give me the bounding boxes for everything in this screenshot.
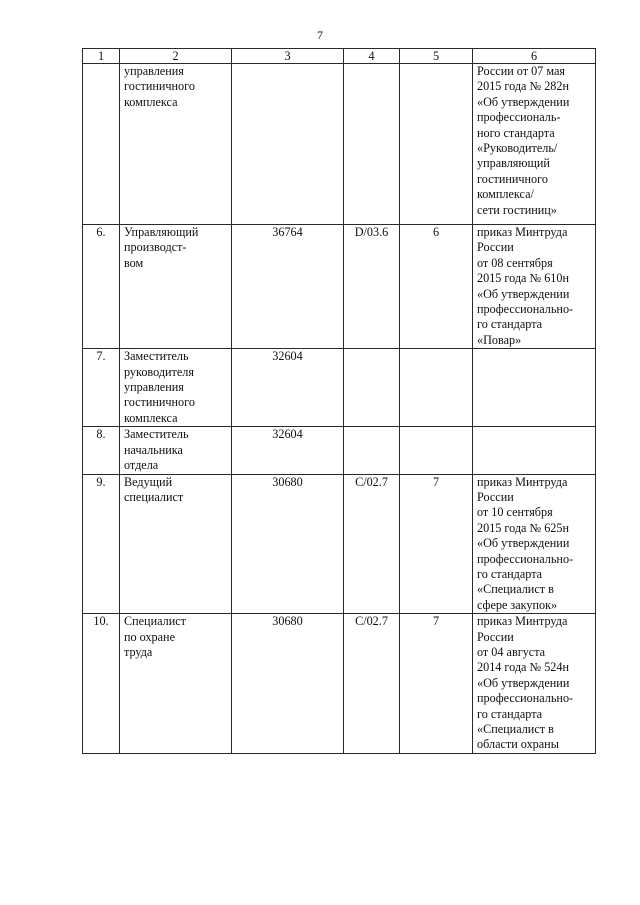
code-cell: 32604 — [232, 349, 344, 427]
qualification-level-cell — [400, 349, 473, 427]
document-cell-line: 2014 года № 524н — [477, 660, 569, 675]
profession-cell — [120, 64, 232, 225]
document-cell-line: «Об утверждении — [477, 286, 570, 301]
profession-cell-line: отдела — [124, 458, 159, 473]
profession-cell-line: Ведущий — [124, 474, 173, 489]
document-cell-line: от 08 сентября — [477, 255, 553, 270]
table-row — [83, 225, 596, 349]
profession-cell-line: комплекса — [124, 410, 178, 425]
profession-cell-line: Заместитель — [124, 427, 189, 442]
positions-table — [82, 48, 596, 754]
document-cell-line: России от 07 мая — [477, 64, 565, 78]
column-number: 3 — [232, 49, 344, 64]
profession-cell-line: Управляющий — [124, 225, 199, 239]
code-cell: 30680 — [232, 614, 344, 754]
profession-cell — [120, 225, 232, 349]
table-row — [83, 614, 596, 754]
code-cell — [232, 64, 344, 225]
table-row — [83, 427, 596, 474]
profession-cell-line: управления — [124, 380, 184, 395]
document-cell-line: России — [477, 629, 514, 644]
table-row — [83, 64, 596, 225]
document-cell-line: приказ Минтруда — [477, 474, 568, 489]
document-cell-line: «Специалист в — [477, 722, 554, 736]
profession-cell — [120, 614, 232, 754]
document-cell-line: 2015 года № 282н — [477, 79, 569, 94]
page-number: 7 — [317, 28, 323, 42]
document-cell — [473, 614, 596, 754]
profession-cell-line: гостиничного — [124, 79, 195, 94]
document-cell-line: России — [477, 240, 514, 255]
row-number-cell: 6. — [83, 225, 120, 349]
document-cell-line: области охраны — [477, 737, 559, 752]
document-cell-line: 2015 года № 610н — [477, 271, 569, 286]
profession-cell-line: управления — [124, 64, 184, 78]
function-code-cell — [344, 64, 400, 225]
document-cell-line: «Специалист в — [477, 582, 554, 597]
document-cell-line: сфере закупок» — [477, 597, 558, 612]
document-cell — [473, 225, 596, 349]
profession-cell-line: начальника — [124, 442, 183, 457]
profession-cell — [120, 349, 232, 427]
row-number-cell: 7. — [83, 349, 120, 427]
document-cell-line: «Об утверждении — [477, 536, 570, 551]
document-cell — [473, 349, 596, 427]
document-cell-line: России — [477, 489, 514, 504]
document-cell-line: го стандарта — [477, 706, 543, 721]
code-cell: 32604 — [232, 427, 344, 474]
qualification-level-cell: 7 — [400, 474, 473, 614]
code-cell: 36764 — [232, 225, 344, 349]
row-number-cell — [83, 64, 120, 225]
document-cell-line: управляющий — [477, 156, 550, 171]
profession-cell-line: комплекса — [124, 94, 178, 109]
document-cell — [473, 474, 596, 614]
column-number: 4 — [344, 49, 400, 64]
document-cell-line: профессиональ- — [477, 110, 561, 125]
qualification-level-cell: 7 — [400, 614, 473, 754]
document-cell — [473, 64, 596, 225]
profession-cell — [120, 474, 232, 614]
column-number-row — [83, 49, 596, 64]
row-number-cell: 8. — [83, 427, 120, 474]
function-code-cell: С/02.7 — [344, 474, 400, 614]
row-number-cell: 10. — [83, 614, 120, 754]
document-cell-line: профессионально- — [477, 691, 574, 706]
document-cell-line: профессионально- — [477, 551, 574, 566]
table-row — [83, 349, 596, 427]
document-cell-line: сети гостиниц» — [477, 202, 557, 217]
row-number-cell: 9. — [83, 474, 120, 614]
profession-cell-line: специалист — [124, 489, 184, 504]
function-code-cell — [344, 427, 400, 474]
profession-cell-line: вом — [124, 255, 144, 270]
column-number: 5 — [400, 49, 473, 64]
qualification-level-cell — [400, 64, 473, 225]
document-cell-line: от 10 сентября — [477, 505, 553, 520]
qualification-level-cell — [400, 427, 473, 474]
document-cell-line: гостиничного — [477, 171, 548, 186]
profession-cell-line: руководителя — [124, 364, 194, 379]
function-code-cell: D/03.6 — [344, 225, 400, 349]
profession-cell-line: производст- — [124, 240, 187, 255]
document-cell-line: профессионально- — [477, 302, 574, 317]
column-number: 6 — [473, 49, 596, 64]
document-cell-line: комплекса/ — [477, 187, 534, 202]
document-cell-line: «Руководитель/ — [477, 141, 558, 156]
document-cell-line: «Об утверждении — [477, 94, 570, 109]
document-cell-line: «Повар» — [477, 332, 522, 347]
document-cell-line: го стандарта — [477, 317, 543, 332]
profession-cell-line: Специалист — [124, 614, 186, 629]
document-cell-line: приказ Минтруда — [477, 225, 568, 239]
document-cell-line: 2015 года № 625н — [477, 520, 569, 535]
qualification-level-cell: 6 — [400, 225, 473, 349]
profession-cell-line: труда — [124, 644, 153, 659]
column-number: 1 — [83, 49, 120, 64]
profession-cell-line: Заместитель — [124, 349, 189, 364]
document-cell-line: ного стандарта — [477, 125, 555, 140]
profession-cell-line: гостиничного — [124, 395, 195, 410]
function-code-cell: С/02.7 — [344, 614, 400, 754]
function-code-cell — [344, 349, 400, 427]
column-number: 2 — [120, 49, 232, 64]
document-cell-line: «Об утверждении — [477, 675, 570, 690]
profession-cell — [120, 427, 232, 474]
code-cell: 30680 — [232, 474, 344, 614]
document-cell-line: от 04 августа — [477, 644, 546, 659]
table-row — [83, 474, 596, 614]
document-cell — [473, 427, 596, 474]
profession-cell-line: по охране — [124, 629, 175, 644]
document-cell-line: приказ Минтруда — [477, 614, 568, 629]
document-cell-line: го стандарта — [477, 566, 543, 581]
